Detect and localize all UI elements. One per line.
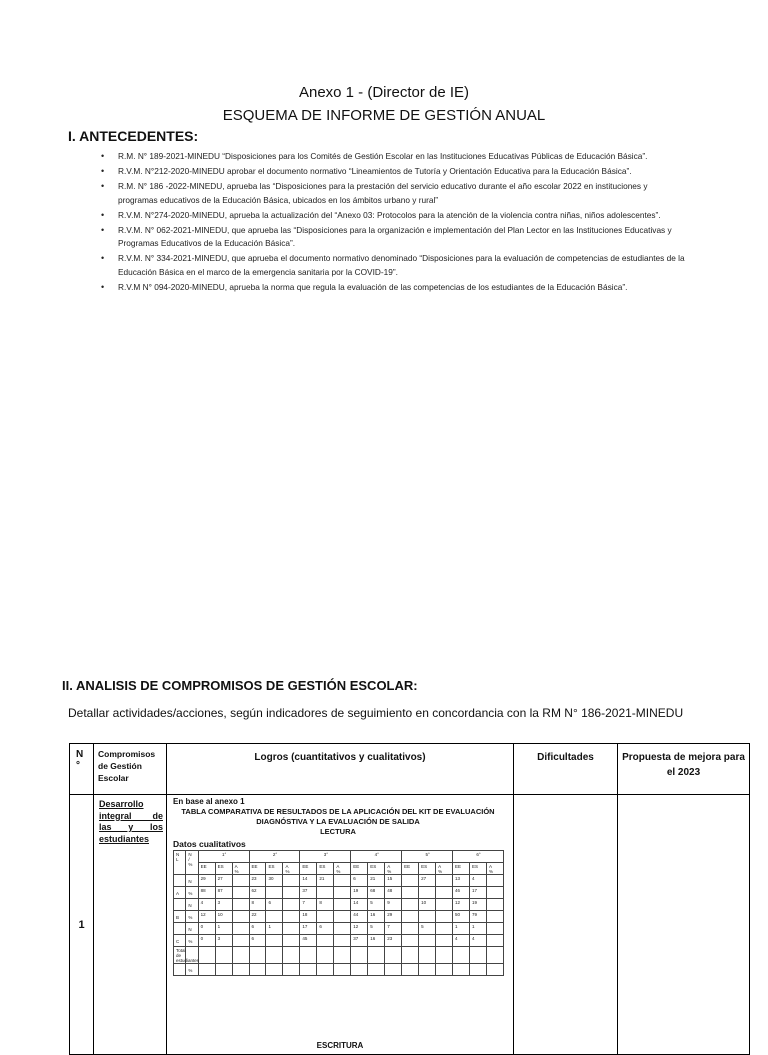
value-cell	[334, 899, 351, 911]
value-cell	[283, 875, 300, 887]
value-cell	[402, 935, 419, 947]
header-propuesta: Propuesta de mejora para el 2023	[618, 744, 750, 795]
value-cell: 79	[469, 911, 486, 923]
value-cell	[232, 887, 249, 899]
grade-header: 4°	[351, 851, 402, 863]
value-cell	[486, 911, 503, 923]
value-cell: 17	[469, 887, 486, 899]
subheader-cell: ES	[368, 863, 385, 875]
value-cell	[283, 911, 300, 923]
value-cell: 21	[368, 875, 385, 887]
value-cell: 15	[385, 875, 402, 887]
value-cell: 5	[368, 899, 385, 911]
value-cell	[232, 875, 249, 887]
value-cell: 16	[368, 935, 385, 947]
value-cell: 27	[419, 875, 436, 887]
value-cell	[436, 899, 453, 911]
value-cell: 6	[317, 923, 334, 935]
antecedente-item	[98, 180, 688, 207]
value-cell: 12	[351, 923, 368, 935]
results-row	[174, 923, 504, 935]
antecedente-text: R.V.M. N° 334-2021-MINEDU, que aprueba el documento normativo denominado “Disposiciones para la evaluación de competencias de estudiantes de la Educación Básica en el marco de la emergencia sanitaria por la COVID-19”.	[118, 253, 685, 277]
antecedente-item	[98, 281, 688, 295]
value-cell: 13	[453, 875, 470, 887]
antecedente-text: R.V.M. N°274-2020-MINEDU, aprueba la actualización del “Anexo 03: Protocolos para la atención de la violencia contra niñas, niños adolescentes”.	[118, 209, 661, 220]
antecedente-text: R.V.M. N°212-2020-MINEDU aprobar el documento normativo “Lineamientos de Tutoría y Orientación Educativa para la Educación Básica”.	[118, 166, 632, 177]
value-cell: 37	[351, 935, 368, 947]
value-cell	[419, 911, 436, 923]
value-cell: 87	[215, 887, 232, 899]
grade-header: 5°	[402, 851, 453, 863]
results-row	[174, 887, 504, 899]
value-cell: 5	[368, 923, 385, 935]
value-cell	[436, 964, 453, 976]
antecedente-item	[98, 165, 688, 179]
value-cell: 12	[453, 899, 470, 911]
antecedente-item	[98, 252, 688, 279]
antecedente-item	[98, 150, 688, 164]
level-header: N L	[174, 851, 186, 875]
value-cell	[486, 875, 503, 887]
subheader-cell: A %	[283, 863, 300, 875]
value-cell	[266, 935, 283, 947]
logros-anexo-note: En base al anexo 1	[173, 797, 245, 806]
type-cell: N	[186, 899, 198, 911]
bullet-icon: •	[101, 224, 105, 235]
value-cell: 23	[385, 935, 402, 947]
value-cell	[385, 964, 402, 976]
antecedente-item	[98, 224, 688, 251]
level-cell	[174, 964, 186, 976]
value-cell: 17	[300, 923, 317, 935]
subheader-cell: ES	[266, 863, 283, 875]
value-cell	[215, 964, 232, 976]
header-logros: Logros (cuantitativos y cualitativos)	[167, 744, 514, 795]
value-cell: 4	[469, 935, 486, 947]
value-cell: 46	[453, 887, 470, 899]
subheader-cell: ES	[469, 863, 486, 875]
value-cell	[300, 964, 317, 976]
value-cell	[334, 923, 351, 935]
subheader-cell: EE	[300, 863, 317, 875]
subheader-cell: ES	[317, 863, 334, 875]
value-cell	[351, 947, 368, 964]
value-cell: 4	[453, 935, 470, 947]
value-cell	[215, 947, 232, 964]
value-cell	[436, 911, 453, 923]
value-cell: 23	[249, 875, 266, 887]
antecedente-text: R.V.M N° 094-2020-MINEDU, aprueba la norma que regula la evaluación de las competencias de los estudiantes de la Educación Básica”.	[118, 282, 628, 293]
instruction-paragraph: Detallar actividades/acciones, según indicadores de seguimiento en concordancia con la RM N° 186-2021-MINEDU	[68, 706, 684, 720]
value-cell	[419, 964, 436, 976]
subheader-cell: A %	[232, 863, 249, 875]
bullet-icon: •	[101, 166, 105, 177]
value-cell	[402, 911, 419, 923]
value-cell	[368, 964, 385, 976]
value-cell	[334, 887, 351, 899]
value-cell	[232, 899, 249, 911]
value-cell: 27	[215, 875, 232, 887]
logros-cell	[167, 795, 514, 1055]
value-cell	[317, 911, 334, 923]
subheader-cell: EE	[402, 863, 419, 875]
level-cell	[174, 899, 186, 911]
grade-header: 3°	[300, 851, 351, 863]
value-cell	[469, 964, 486, 976]
results-row	[174, 964, 504, 976]
value-cell: 7	[385, 923, 402, 935]
value-cell: 44	[351, 911, 368, 923]
escritura-label: ESCRITURA	[316, 1041, 364, 1050]
value-cell	[283, 947, 300, 964]
document-title: ESQUEMA DE INFORME DE GESTIÓN ANUAL	[222, 107, 546, 124]
subheader-cell: A %	[334, 863, 351, 875]
level-cell: A	[174, 887, 186, 899]
type-cell: N	[186, 875, 198, 887]
antecedente-text: R.M. N° 189-2021-MINEDU “Disposiciones para los Comités de Gestión Escolar en las Instituciones Educativas Públicas de Educación Básica”.	[118, 151, 648, 161]
value-cell: 68	[368, 887, 385, 899]
level-cell: B	[174, 911, 186, 923]
results-table	[173, 850, 504, 976]
results-row	[174, 875, 504, 887]
compromiso-cell	[94, 795, 167, 1055]
value-cell: 1	[266, 923, 283, 935]
value-cell	[232, 935, 249, 947]
level-cell: Total de estudiantes	[174, 947, 186, 964]
subheader-cell: A %	[486, 863, 503, 875]
value-cell: 6	[249, 923, 266, 935]
type-cell: %	[186, 887, 198, 899]
row-number: 1	[70, 795, 94, 1055]
grade-header: 6°	[453, 851, 504, 863]
value-cell	[419, 935, 436, 947]
value-cell	[453, 947, 470, 964]
value-cell	[317, 964, 334, 976]
bullet-icon: •	[101, 282, 105, 293]
value-cell: 45	[300, 935, 317, 947]
bullet-icon: •	[101, 181, 105, 192]
results-row	[174, 911, 504, 923]
value-cell: 0	[198, 923, 215, 935]
grade-header: 1°	[198, 851, 249, 863]
value-cell	[266, 887, 283, 899]
value-cell: 37	[300, 887, 317, 899]
type-cell: %	[186, 935, 198, 947]
logros-area-label: LECTURA	[320, 827, 356, 836]
value-cell: 9	[385, 899, 402, 911]
value-cell: 29	[198, 875, 215, 887]
subheader-cell: A %	[436, 863, 453, 875]
type-cell: %	[186, 911, 198, 923]
value-cell: 22	[249, 911, 266, 923]
section-heading-antecedentes: I. ANTECEDENTES:	[68, 128, 199, 144]
value-cell: 1	[469, 923, 486, 935]
value-cell: 18	[300, 911, 317, 923]
level-cell: C	[174, 935, 186, 947]
value-cell	[249, 964, 266, 976]
compromiso-name: Desarrollo integral de las y los estudiantes	[99, 799, 163, 844]
value-cell	[402, 887, 419, 899]
value-cell: 7	[300, 899, 317, 911]
value-cell	[249, 947, 266, 964]
value-cell	[317, 935, 334, 947]
subheader-cell: EE	[351, 863, 368, 875]
value-cell	[486, 887, 503, 899]
datos-cualitativos-label: Datos cualitativos	[173, 839, 246, 849]
value-cell	[317, 947, 334, 964]
subheader-cell: EE	[453, 863, 470, 875]
value-cell: 14	[300, 875, 317, 887]
level-cell	[174, 923, 186, 935]
type-cell: N	[186, 923, 198, 935]
annex-title: Anexo 1 - (Director de IE)	[298, 84, 470, 101]
value-cell	[283, 899, 300, 911]
value-cell	[283, 964, 300, 976]
value-cell: 16	[368, 911, 385, 923]
value-cell	[283, 887, 300, 899]
section-heading-analisis: II. ANALISIS DE COMPROMISOS DE GESTIÓN ESCOLAR:	[62, 678, 418, 693]
grade-header: 2°	[249, 851, 300, 863]
value-cell: 48	[385, 887, 402, 899]
subheader-cell: EE	[249, 863, 266, 875]
header-dificultades: Dificultades	[514, 744, 618, 795]
value-cell	[334, 964, 351, 976]
subheader-cell: ES	[215, 863, 232, 875]
value-cell	[198, 947, 215, 964]
value-cell: 6	[249, 935, 266, 947]
header-compromisos: Compromisos de Gestión Escolar	[94, 744, 167, 795]
value-cell: 6	[351, 875, 368, 887]
value-cell	[334, 911, 351, 923]
value-cell	[334, 947, 351, 964]
value-cell	[334, 875, 351, 887]
value-cell	[436, 923, 453, 935]
value-cell: 1	[215, 923, 232, 935]
value-cell	[266, 911, 283, 923]
subheader-cell: ES	[419, 863, 436, 875]
bullet-icon: •	[101, 253, 105, 264]
value-cell	[232, 923, 249, 935]
antecedente-text: R.V.M. N° 062-2021-MINEDU, que aprueba las “Disposiciones para la organización e implementación del Plan Lector en las Instituciones Educativas y Programas Educativos de la Educación Básica”.	[118, 224, 672, 249]
value-cell	[486, 947, 503, 964]
value-cell	[419, 947, 436, 964]
value-cell: 21	[317, 875, 334, 887]
value-cell	[283, 935, 300, 947]
value-cell	[486, 923, 503, 935]
value-cell: 8	[317, 899, 334, 911]
value-cell: 3	[215, 899, 232, 911]
antecedente-item	[98, 209, 688, 223]
value-cell	[283, 923, 300, 935]
subheader-cell: A %	[385, 863, 402, 875]
value-cell	[453, 964, 470, 976]
value-cell	[232, 964, 249, 976]
value-cell: 19	[469, 899, 486, 911]
value-cell: 6	[266, 899, 283, 911]
value-cell	[266, 947, 283, 964]
value-cell	[402, 923, 419, 935]
value-cell	[402, 875, 419, 887]
subheader-cell: EE	[198, 863, 215, 875]
level-cell	[174, 875, 186, 887]
header-number: N °	[70, 744, 94, 795]
value-cell: 4	[198, 899, 215, 911]
results-row	[174, 899, 504, 911]
value-cell: 3	[215, 935, 232, 947]
value-cell: 0	[198, 935, 215, 947]
value-cell	[402, 947, 419, 964]
value-cell: 62	[249, 887, 266, 899]
value-cell	[334, 935, 351, 947]
value-cell: 14	[351, 899, 368, 911]
antecedente-text: R.M. N° 186 -2022-MINEDU, aprueba las “Disposiciones para la prestación del servicio educativo durante el año escolar 2022 en instituciones y programas educativos de la Educación Básica, ubicados en los ámbitos urbano y rural”	[118, 181, 648, 205]
value-cell: 12	[198, 911, 215, 923]
value-cell: 50	[453, 911, 470, 923]
compromisos-table	[69, 743, 750, 1055]
value-cell	[469, 947, 486, 964]
logros-table-title: TABLA COMPARATIVA DE RESULTADOS DE LA APLICACIÓN DEL KIT DE EVALUACIÓN DIAGNÓSTIVA Y LA EVALUACIÓN DE SALIDA	[181, 807, 495, 826]
value-cell: 8	[249, 899, 266, 911]
value-cell: 29	[385, 911, 402, 923]
propuesta-cell	[618, 795, 750, 1055]
value-cell: 88	[198, 887, 215, 899]
value-cell	[436, 935, 453, 947]
value-cell	[486, 935, 503, 947]
value-cell	[351, 964, 368, 976]
results-row	[174, 947, 504, 964]
value-cell	[317, 887, 334, 899]
value-cell	[232, 947, 249, 964]
value-cell	[300, 947, 317, 964]
bullet-icon: •	[101, 151, 105, 161]
results-row	[174, 935, 504, 947]
bullet-icon: •	[101, 209, 105, 220]
value-cell	[402, 964, 419, 976]
dificultades-cell	[514, 795, 618, 1055]
value-cell	[436, 947, 453, 964]
value-cell	[419, 887, 436, 899]
value-cell	[198, 964, 215, 976]
value-cell: 30	[266, 875, 283, 887]
value-cell: 5	[419, 923, 436, 935]
value-cell	[232, 911, 249, 923]
value-cell	[402, 899, 419, 911]
value-cell: 10	[419, 899, 436, 911]
value-cell	[368, 947, 385, 964]
value-cell	[486, 964, 503, 976]
value-cell: 19	[351, 887, 368, 899]
type-cell: %	[186, 964, 198, 976]
type-header: N / %	[186, 851, 198, 875]
value-cell	[385, 947, 402, 964]
value-cell	[266, 964, 283, 976]
value-cell: 1	[453, 923, 470, 935]
antecedentes-list	[98, 150, 688, 296]
value-cell	[436, 887, 453, 899]
value-cell	[436, 875, 453, 887]
value-cell: 10	[215, 911, 232, 923]
value-cell	[486, 899, 503, 911]
value-cell: 4	[469, 875, 486, 887]
